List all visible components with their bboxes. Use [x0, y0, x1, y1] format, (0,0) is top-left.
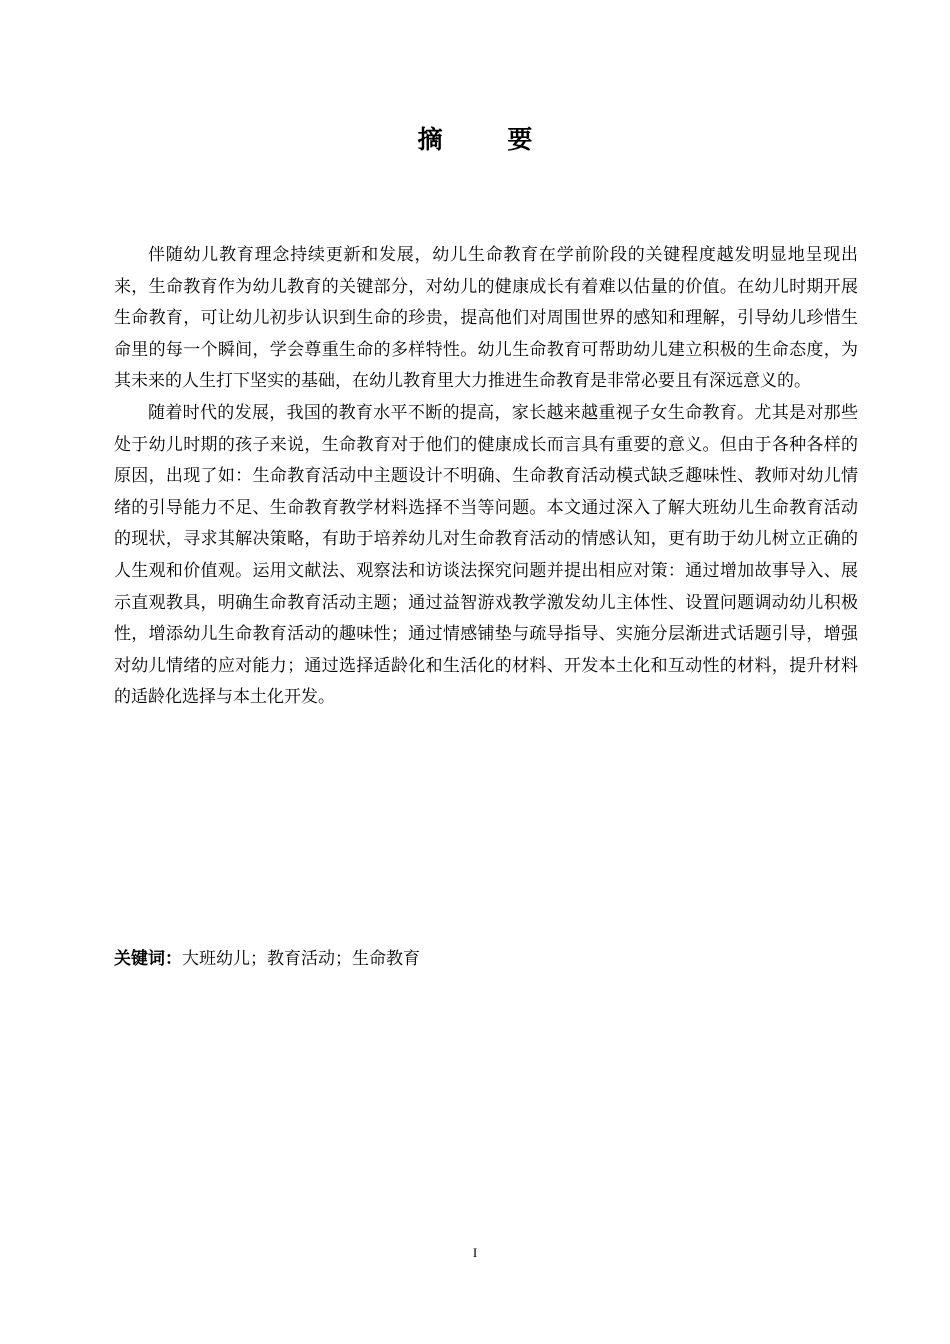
keywords-text: 大班幼儿；教育活动；生命教育 [182, 949, 420, 969]
keywords-label: 关键词： [114, 949, 182, 969]
page-number: I [472, 1245, 478, 1260]
abstract-paragraph-2: 随着时代的发展，我国的教育水平不断的提高，家长越来越重视子女生命教育。尤其是对那些处于幼儿时期的孩子来说，生命教育对于他们的健康成长而言具有重要的意义。但由于各种各样的原因，出现了如：生命教育活动中主题设计不明确、生命教育活动模式缺乏趣味性、教师对幼儿情绪的引导能力不足、生命教育教学材料选择不当等问题。本文通过深入了解大班幼儿生命教育活动的现状，寻求其解决策略，有助于培养幼儿对生命教育活动的情感认知，更有助于幼儿树立正确的人生观和价值观。运用文献法、观察法和访谈法探究问题并提出相应对策：通过增加故事导入、展示直观教具，明确生命教育活动主题；通过益智游戏教学激发幼儿主体性、设置问题调动幼儿积极性，增添幼儿生命教育活动的趣味性；通过情感铺垫与疏导指导、实施分层渐进式话题引导，增强对幼儿情绪的应对能力；通过选择适龄化和生活化的材料、开发本土化和互动性的材料，提升材料的适龄化选择与本土化开发。 [114, 402, 858, 708]
keywords-line [114, 944, 858, 974]
abstract-paragraph-1: 伴随幼儿教育理念持续更新和发展，幼儿生命教育在学前阶段的关键程度越发明显地呈现出来，生命教育作为幼儿教育的关键部分，对幼儿的健康成长有着难以估量的价值。在幼儿时期开展生命教育，可让幼儿初步认识到生命的珍贵，提高他们对周围世界的感知和理解，引导幼儿珍惜生命里的每一个瞬间，学会尊重生命的多样特性。幼儿生命教育可帮助幼儿建立积极的生命态度，为其未来的人生打下坚实的基础，在幼儿教育里大力推进生命教育是非常必要且有深远意义的。 [114, 245, 858, 392]
abstract-body [114, 240, 858, 714]
abstract-title: 摘 要 [417, 125, 561, 154]
